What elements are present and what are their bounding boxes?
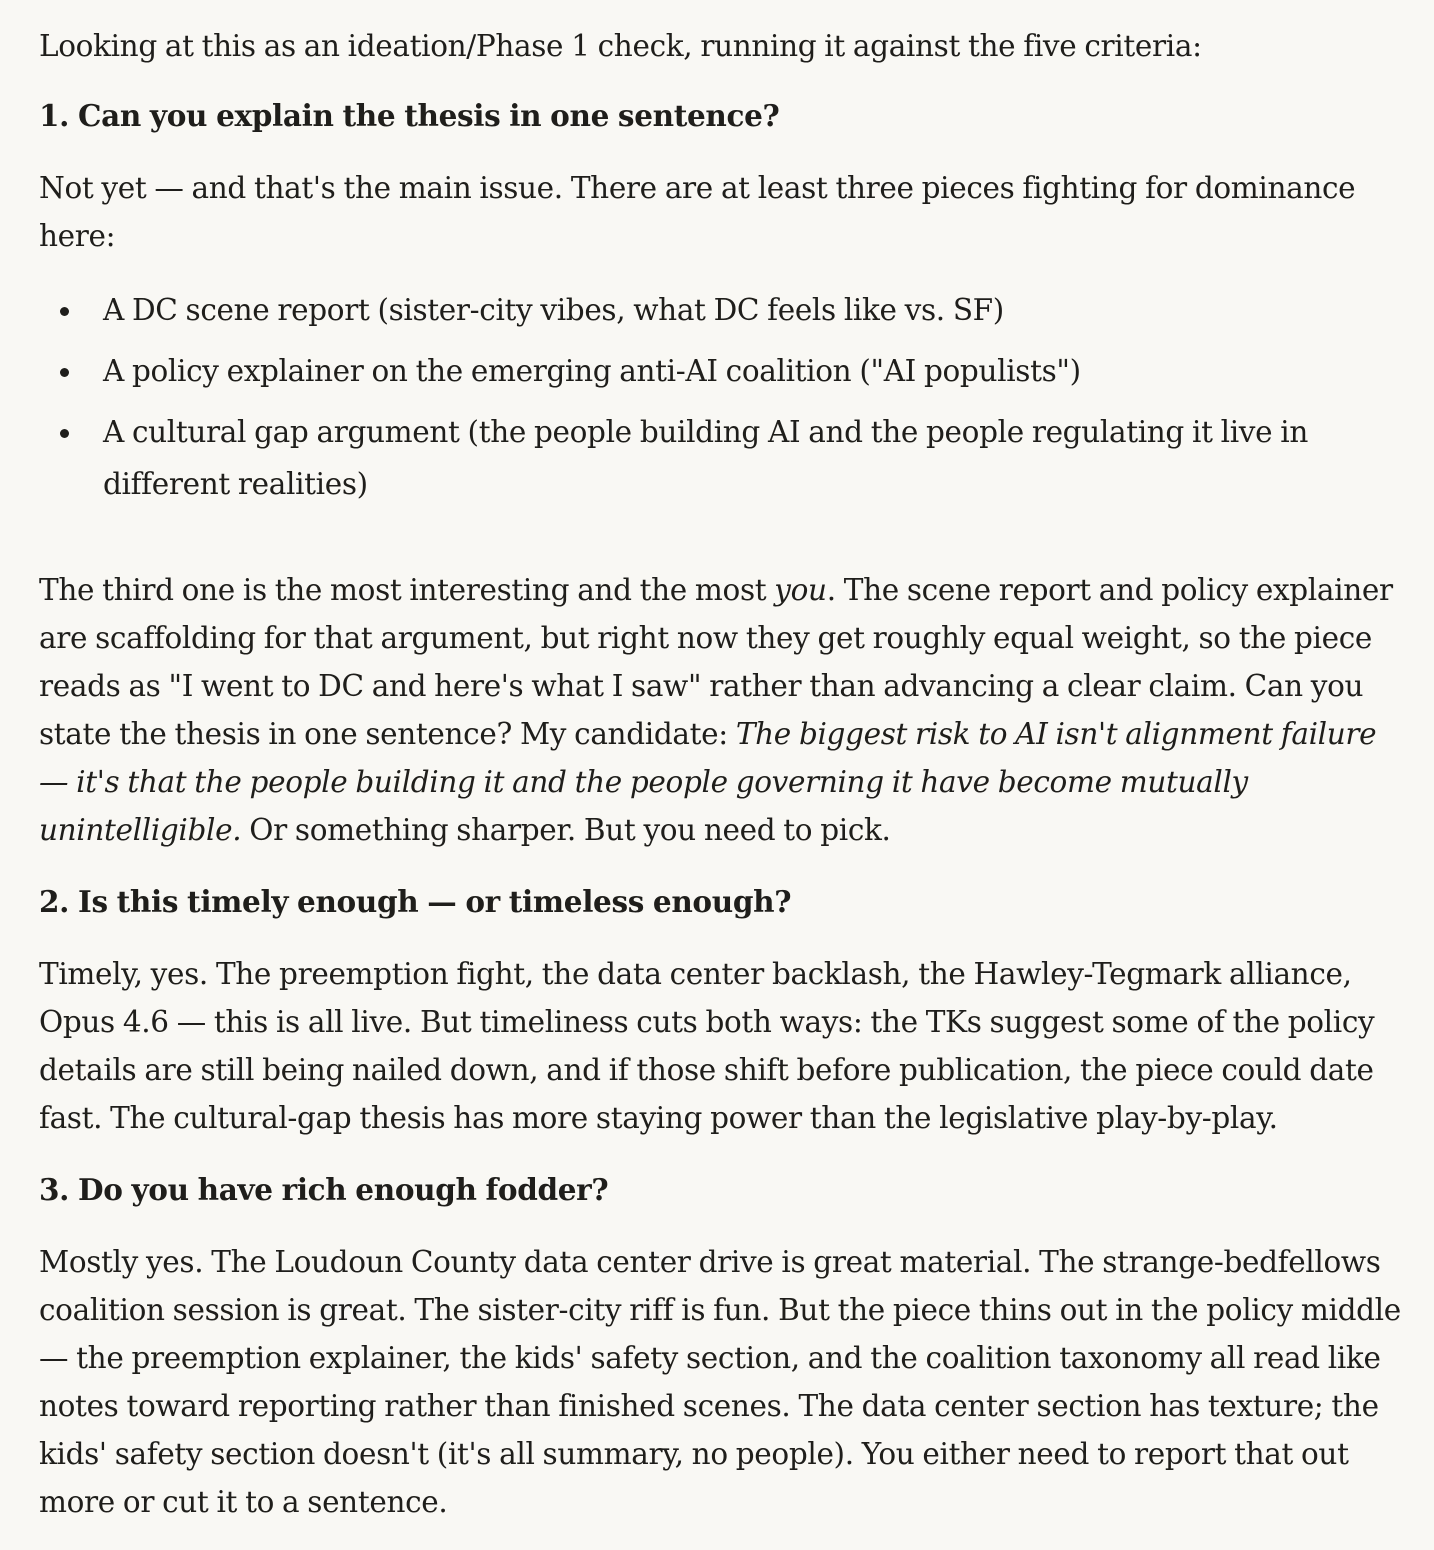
criterion-3-answer: Mostly yes. The Loudoun County data center drive is great material. The strange-bedfellows coalition session is great. The sister-city riff is fun. But the piece thins out in the policy middle — the preemption explainer, the kids' safety section, and the coalition taxonomy all read like notes toward reporting rather than finished scenes. The data center section has texture; the kids' safety section doesn't (it's all summary, no people). You either need to report that out more or cut it to a sentence. [39,1245,1401,1519]
criterion-1-heading: 1. Can you explain the thesis in one sentence? [39,98,780,133]
criterion-2-answer: Timely, yes. The preemption fight, the data center backlash, the Hawley-Tegmark alliance, Opus 4.6 — this is all live. But timeliness cuts both ways: the TKs suggest some of the policy details are still being nailed down, and if those shift before publication, the piece could date fast. The cultural-gap thesis has more staying power than the legislative play-by-play. [39,957,1375,1135]
candidate-thesis: The biggest risk to AI isn't alignment failure — it's that the people building it and the people governing it have become mutually unintelligible. [39,717,1377,847]
response-message [39,22,1404,1550]
emphasis-you: you [774,573,827,607]
criterion-1-discussion [39,566,1404,854]
list-item: A policy explainer on the emerging anti-AI coalition ("AI populists") [39,345,1404,397]
text-run: . The scene report and policy explainer are scaffolding for that argument, but right now they get roughly equal weight, so the piece reads as "I went to DC and here's what I saw" rather than advancing a clear claim. Can you state the thesis in one sentence? My candidate: [39,573,1393,751]
intro-paragraph: Looking at this as an ideation/Phase 1 check, running it against the five criteria: [39,29,1202,63]
criterion-3-heading: 3. Do you have rich enough fodder? [39,1172,609,1207]
criterion-2-heading: 2. Is this timely enough — or timeless enough? [39,884,792,919]
pieces-list [39,284,1404,510]
text-run: Or something sharper. But you need to pick. [241,813,891,847]
text-run: The third one is the most interesting and the most [39,573,775,607]
criterion-1-answer: Not yet — and that's the main issue. There are at least three pieces fighting for dominance here: [39,171,1356,253]
list-item: A DC scene report (sister-city vibes, what DC feels like vs. SF) [39,284,1404,336]
list-item: A cultural gap argument (the people building AI and the people regulating it live in different realities) [39,406,1404,510]
